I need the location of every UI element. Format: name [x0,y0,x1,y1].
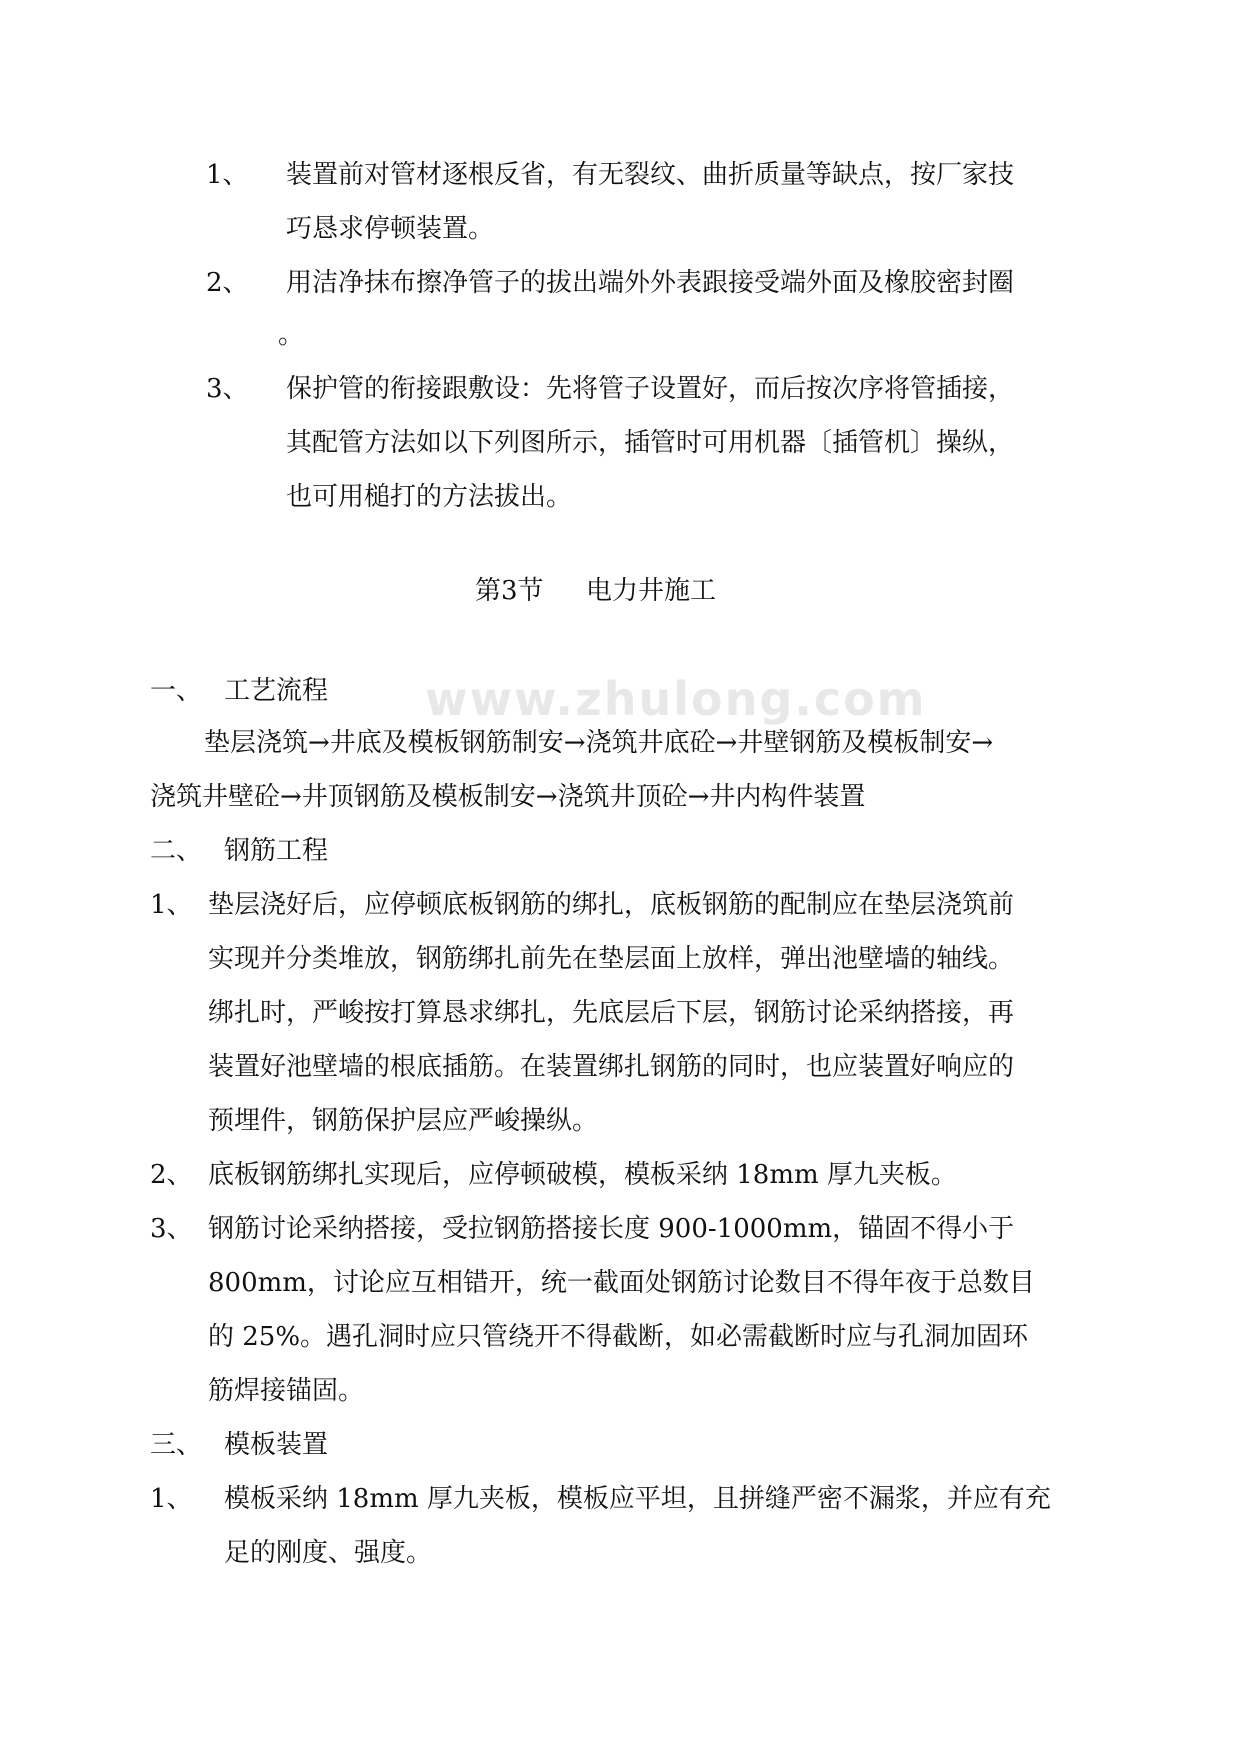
list-item-line: 足的刚度、强度。 [224,1538,433,1568]
list-item-line: 垫层浇好后，应停顿底板钢筋的绑扎，底板钢筋的配制应在垫层浇筑前 [208,890,1015,920]
list-item-line: 其配管方法如以下列图所示，插管时可用机器〔插管机〕操纵， [286,428,1015,458]
list-item-line: 保护管的衔接跟敷设：先将管子设置好，而后按次序将管插接， [286,374,1015,404]
part-number: 一、 [150,676,203,706]
list-item-number: 2、 [150,1160,193,1190]
list-item-line: 也可用槌打的方法拔出。 [286,482,573,512]
list-item-number: 1、 [206,160,249,190]
flow-line: 垫层浇筑→井底及模板钢筋制安→浇筑井底砼→井壁钢筋及模板制安→ [204,728,994,758]
list-item-line: 用洁净抹布擦净管子的拔出端外外表跟接受端外面及橡胶密封圈 [286,268,1015,298]
list-item-number: 1、 [150,890,193,920]
list-item-line: 筋焊接锚固。 [208,1376,365,1406]
list-item-line: 模板采纳 18mm 厚九夹板，模板应平坦，且拼缝严密不漏浆，并应有充 [224,1484,1051,1514]
watermark: www.zhulong.com [425,672,927,726]
list-item-line: 。 [278,320,305,350]
list-item-line: 装置好池壁墙的根底插筋。在装置绑扎钢筋的同时，也应装置好响应的 [208,1052,1015,1082]
list-item-line: 装置前对管材逐根反省，有无裂纹、曲折质量等缺点，按厂家技 [286,160,1015,190]
section-title: 电力井施工 [586,576,717,606]
part-number: 二、 [150,836,203,866]
list-item-number: 3、 [206,374,249,404]
list-item-line: 钢筋讨论采纳搭接，受拉钢筋搭接长度 900-1000mm，锚固不得小于 [208,1214,1015,1244]
section-label: 第3节 [475,576,544,606]
part-number: 三、 [150,1430,203,1460]
list-item-line: 的 25%。遇孔洞时应只管绕开不得截断，如必需截断时应与孔洞加固环 [208,1322,1029,1352]
list-item-line: 巧恳求停顿装置。 [286,214,495,244]
list-item-line: 800mm，讨论应互相错开，统一截面处钢筋讨论数目不得年夜于总数目 [208,1268,1035,1298]
list-item-line: 实现并分类堆放，钢筋绑扎前先在垫层面上放样，弹出池壁墙的轴线。 [208,944,1015,974]
list-item-line: 绑扎时，严峻按打算恳求绑扎，先底层后下层，钢筋讨论采纳搭接，再 [208,998,1015,1028]
part-title: 工艺流程 [224,676,329,706]
list-item-number: 1、 [150,1484,193,1514]
flow-line: 浇筑井壁砼→井顶钢筋及模板制安→浇筑井顶砼→井内构件装置 [150,782,866,812]
list-item-number: 2、 [206,268,249,298]
part-title: 模板装置 [224,1430,329,1460]
list-item-line: 底板钢筋绑扎实现后，应停顿破模，模板采纳 18mm 厚九夹板。 [208,1160,957,1190]
part-title: 钢筋工程 [224,836,329,866]
list-item-line: 预埋件，钢筋保护层应严峻操纵。 [208,1106,599,1136]
list-item-number: 3、 [150,1214,193,1244]
